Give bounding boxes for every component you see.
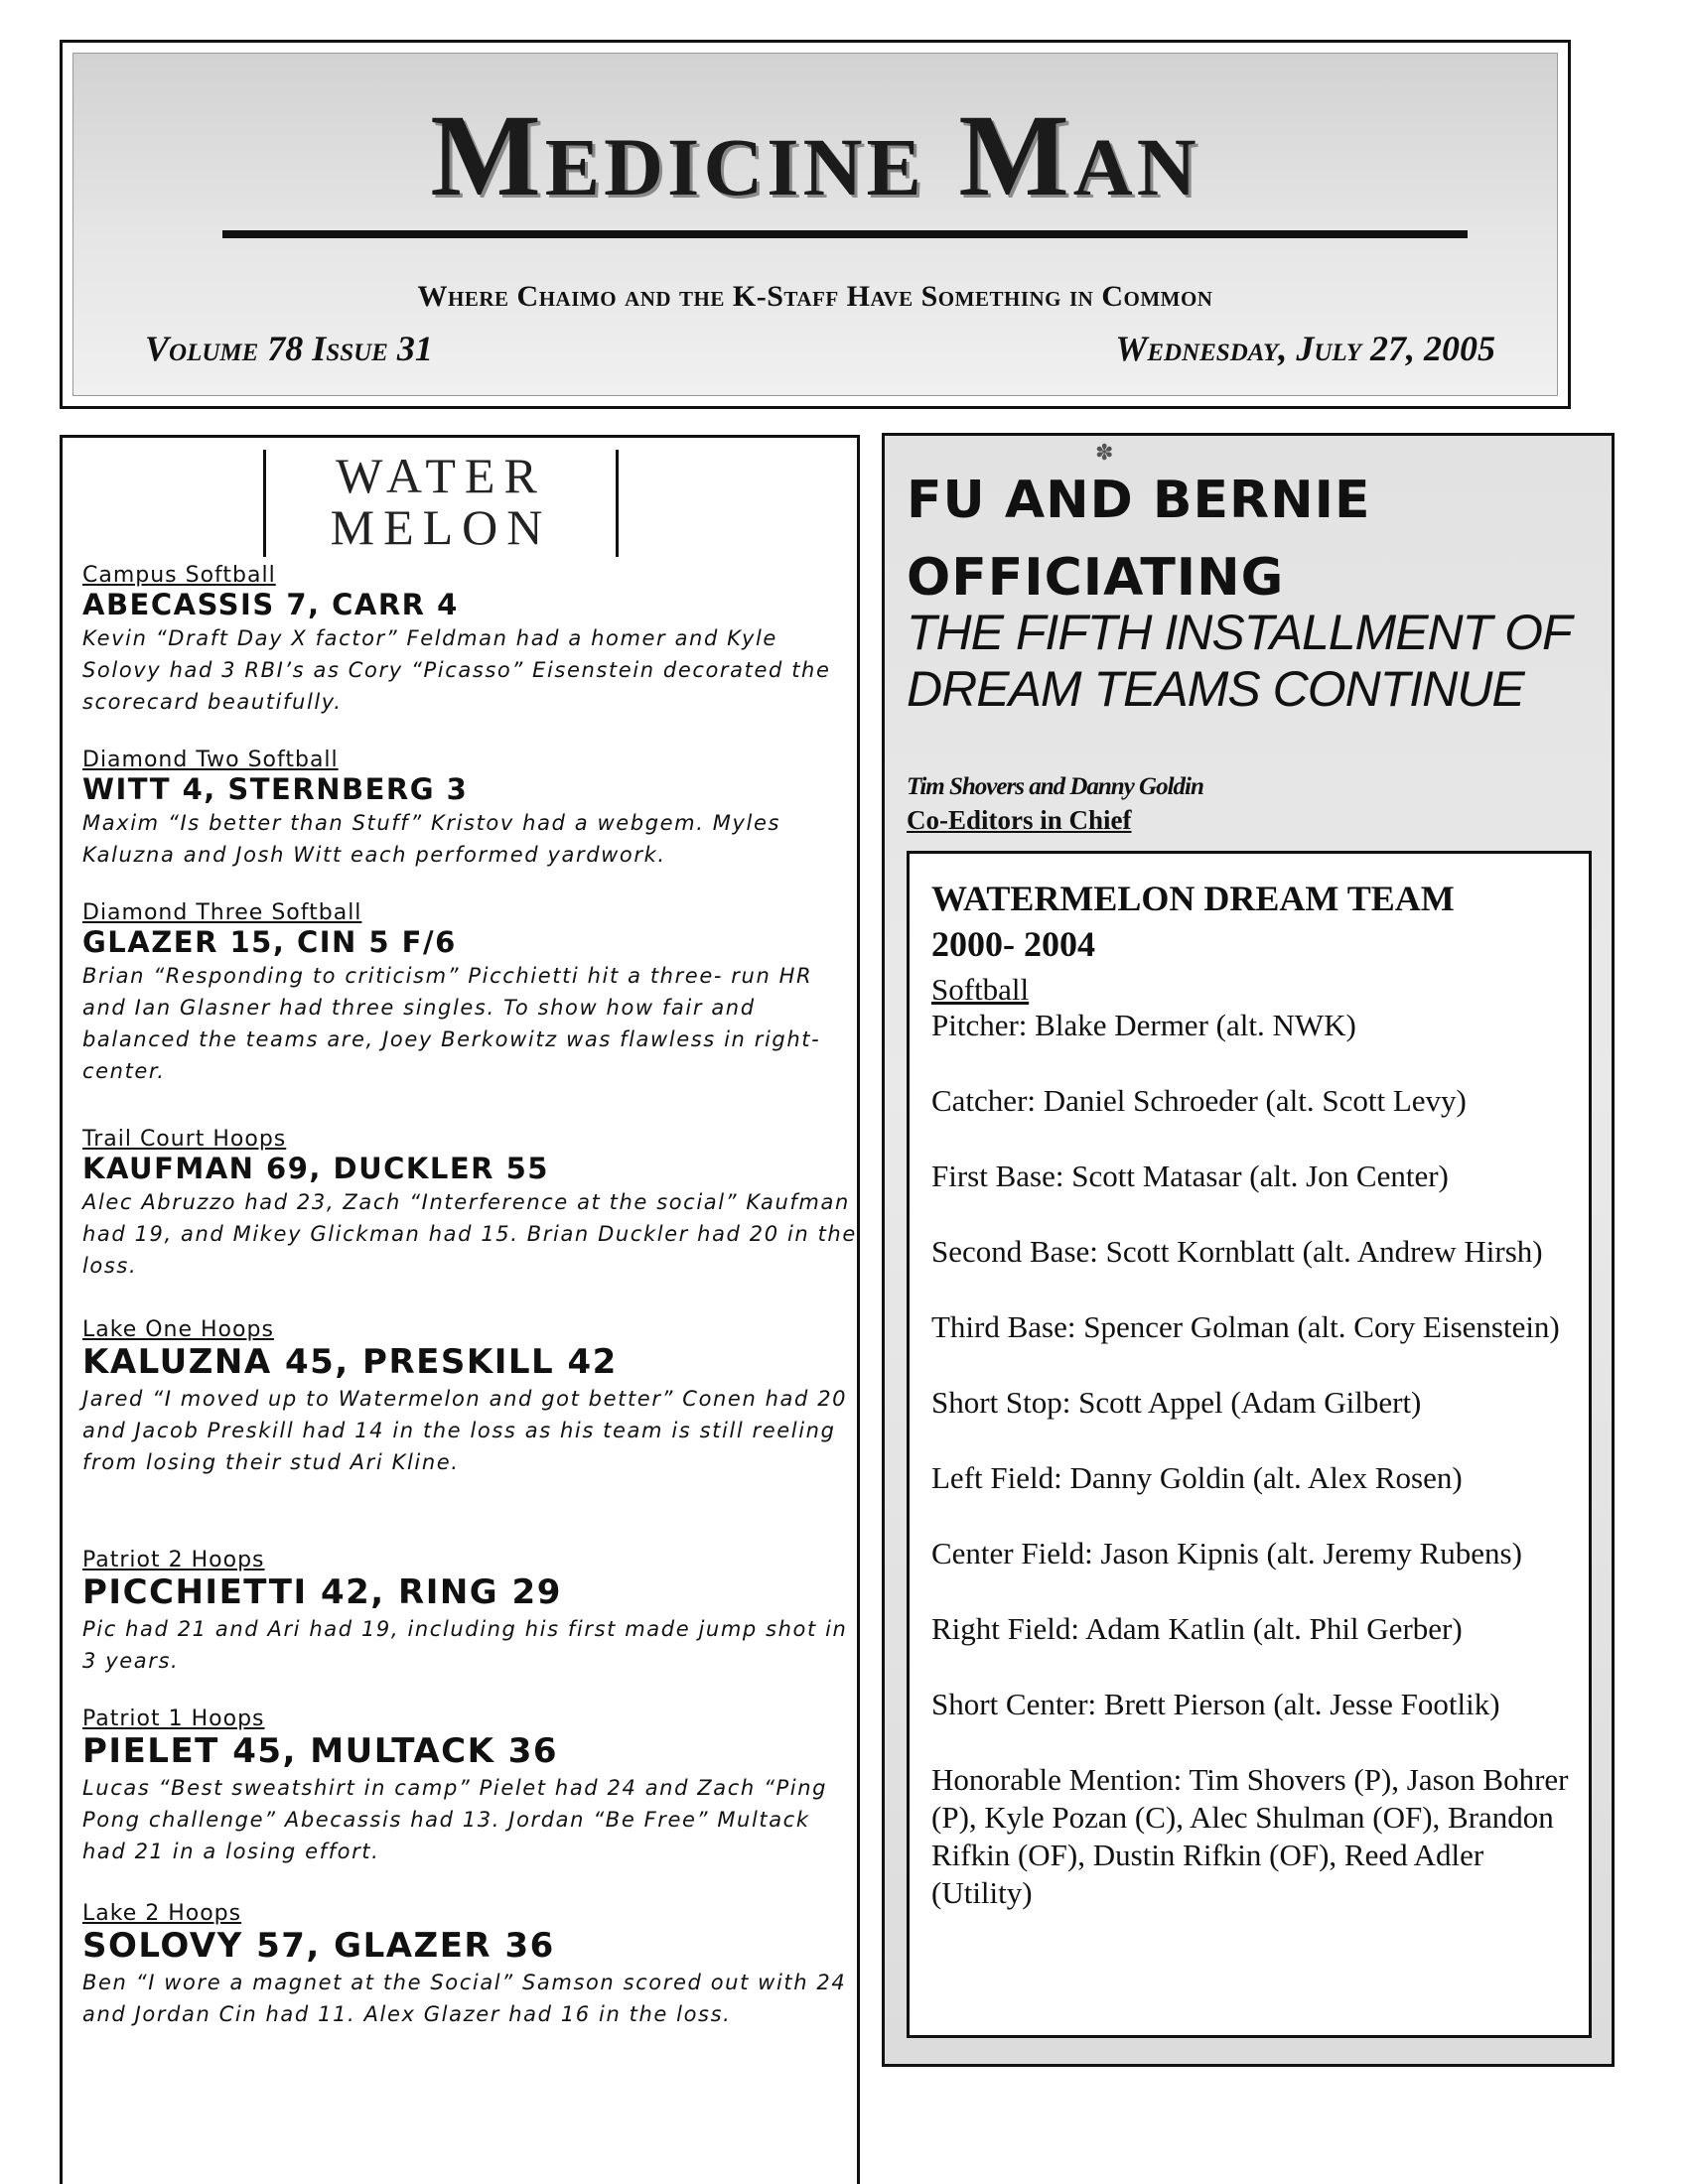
feature-subhead: THE FIFTH INSTALLMENT OF DREAM TEAMS CONTINUE <box>907 605 1571 717</box>
story-text: Lucas “Best sweatshirt in camp” Pielet had 24 and Zach “Ping Pong challenge” Abecassis had 13. Jordan “Be Free” Multack had 21 in a losing effort. <box>82 1776 828 1863</box>
watermelon-column <box>60 435 860 2184</box>
league-name: Trail Court Hoops <box>82 1127 287 1152</box>
section-heading-line1: WATER <box>336 448 546 503</box>
position-entry: Pitcher: Blake Dermer (alt. NWK) <box>931 1008 1356 1042</box>
section-heading-line2: MELON <box>330 499 552 555</box>
story <box>82 1317 857 1478</box>
masthead-banner <box>72 53 1558 396</box>
position-entry: Short Stop: Scott Appel (Adam Gilbert) <box>931 1385 1422 1420</box>
position-list <box>931 1007 1571 1950</box>
volume-issue: Volume 78 Issue 31 <box>145 329 433 368</box>
masthead <box>60 40 1571 409</box>
dream-team-box <box>907 851 1592 2038</box>
league-name: Patriot 1 Hoops <box>82 1706 265 1731</box>
story <box>82 1901 857 2030</box>
story-text: Pic had 21 and Ari had 19, including his first made jump shot in 3 years. <box>82 1617 848 1673</box>
story <box>82 1127 857 1282</box>
story <box>82 1706 857 1867</box>
dream-team-title <box>931 876 1567 967</box>
section-heading <box>263 450 619 557</box>
position-entry: Center Field: Jason Kipnis (alt. Jeremy Rubens) <box>931 1536 1522 1570</box>
position-entry: Short Center: Brett Pierson (alt. Jesse Footlik) <box>931 1687 1500 1721</box>
byline-role: Co-Editors in Chief <box>907 805 1132 835</box>
story-text: Brian “Responding to criticism” Picchietti hit a three- run HR and Ian Glasner had three singles. To show how fair and balanced the teams are, Joey Berkowitz was flawless in right- center. <box>82 964 821 1083</box>
ornament-icon: ✽ <box>1095 440 1114 465</box>
newspaper-title: Medicine Man <box>430 90 1200 220</box>
league-name: Patriot 2 Hoops <box>82 1548 265 1572</box>
byline: Tim Shovers and Danny Goldin <box>907 773 1203 800</box>
tagline: Where Chaimo and the K-Staff Have Something in Common <box>417 280 1213 313</box>
score-line: WITT 4, STERNBERG 3 <box>82 772 469 806</box>
sport-label: Softball <box>931 972 1030 1007</box>
score-line: PICCHIETTI 42, RING 29 <box>82 1572 562 1612</box>
story <box>82 748 857 871</box>
position-entry: Third Base: Spencer Golman (alt. Cory Eisenstein) <box>931 1309 1560 1344</box>
feature-headline: FU AND BERNIE OFFICIATING <box>907 471 1371 608</box>
score-line: GLAZER 15, CIN 5 F/6 <box>82 925 457 959</box>
story-text: Maxim “Is better than Stuff” Kristov had a webgem. Myles Kaluzna and Josh Witt each performed yardwork. <box>82 811 781 867</box>
story <box>82 1548 857 1677</box>
story <box>82 563 857 718</box>
position-entry: Left Field: Danny Goldin (alt. Alex Rosen) <box>931 1460 1463 1495</box>
score-line: SOLOVY 57, GLAZER 36 <box>82 1926 555 1966</box>
league-name: Diamond Three Softball <box>82 900 362 925</box>
position-entry: Second Base: Scott Kornblatt (alt. Andrew Hirsh) <box>931 1234 1543 1269</box>
league-name: Diamond Two Softball <box>82 748 339 772</box>
dream-team-years: 2000- 2004 <box>931 924 1095 964</box>
story <box>82 900 857 1087</box>
issue-date: Wednesday, July 27, 2005 <box>1115 329 1495 368</box>
story-text: Kevin “Draft Day X factor” Feldman had a homer and Kyle Solovy had 3 RBI’s as Cory “Picasso” Eisenstein decorated the scorecard beautifully. <box>82 626 831 714</box>
feature-column <box>882 433 1615 2067</box>
dream-team-title-line1: WATERMELON DREAM TEAM <box>931 879 1455 918</box>
position-entry: Catcher: Daniel Schroeder (alt. Scott Levy) <box>931 1083 1467 1118</box>
score-line: PIELET 45, MULTACK 36 <box>82 1731 559 1771</box>
score-line: ABECASSIS 7, CARR 4 <box>82 588 459 621</box>
league-name: Campus Softball <box>82 563 276 588</box>
league-name: Lake 2 Hoops <box>82 1901 242 1926</box>
score-line: KAUFMAN 69, DUCKLER 55 <box>82 1152 549 1185</box>
story-text: Jared “I moved up to Watermelon and got better” Conen had 20 and Jacob Preskill had 14 in the loss as his team is still reeling from losing their stud Ari Kline. <box>82 1387 848 1474</box>
score-line: KALUZNA 45, PRESKILL 42 <box>82 1342 618 1382</box>
position-entry: First Base: Scott Matasar (alt. Jon Center) <box>931 1159 1449 1193</box>
honorable-mention: Honorable Mention: Tim Shovers (P), Jason Bohrer (P), Kyle Pozan (C), Alec Shulman (OF), Brandon Rifkin (OF), Dustin Rifkin (OF), Reed Adler (Utility) <box>931 1762 1569 1910</box>
title-rule <box>222 230 1468 238</box>
story-text: Alec Abruzzo had 23, Zach “Interference at the social” Kaufman had 19, and Mikey Glickman had 15. Brian Duckler had 20 in the loss. <box>82 1190 857 1278</box>
league-name: Lake One Hoops <box>82 1317 274 1342</box>
story-text: Ben “I wore a magnet at the Social” Samson scored out with 24 and Jordan Cin had 11. Alex Glazer had 16 in the loss. <box>82 1971 847 2026</box>
position-entry: Right Field: Adam Katlin (alt. Phil Gerber) <box>931 1611 1463 1646</box>
